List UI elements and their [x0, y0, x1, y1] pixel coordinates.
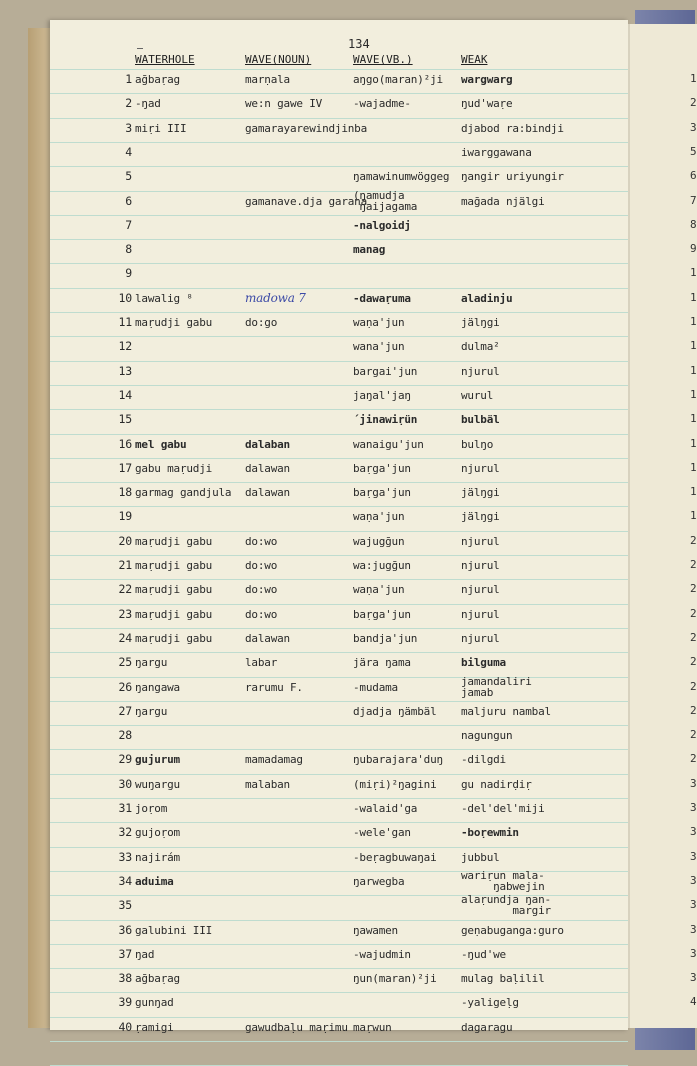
- entry-number: 22: [118, 582, 132, 597]
- weak-word: njurul: [461, 631, 500, 645]
- waterhole-word: gabu maṛudji: [135, 461, 213, 475]
- wave-noun-word: gamarayarewindjinba: [245, 121, 368, 135]
- waterhole-word: maṛudji gabu: [135, 631, 213, 645]
- entry-row: [50, 72, 628, 94]
- entry-number: 2: [125, 96, 132, 111]
- waterhole-word: ŋargu: [135, 704, 168, 718]
- edge-number: 3: [690, 898, 697, 912]
- entry-row: [50, 145, 628, 167]
- waterhole-word: maṛudji gabu: [135, 583, 213, 597]
- wave-verb-word: waṇa'jun: [353, 316, 405, 329]
- waterhole-word: maṛudji gabu: [135, 559, 213, 572]
- entry-row: [50, 266, 628, 288]
- waterhole-word: ṛamigi: [135, 1020, 174, 1034]
- entry-number: 29: [118, 752, 132, 767]
- weak-word: -del'del'miji: [461, 802, 545, 815]
- waterhole-word: maṛudji gabu: [135, 607, 213, 621]
- entry-row: [50, 825, 628, 847]
- wave-noun-word: madowa 7: [245, 290, 306, 305]
- entry-number: 7: [125, 217, 132, 232]
- weak-word: bulbäl: [461, 413, 500, 427]
- entry-row: [50, 704, 628, 726]
- edge-number: 3: [690, 825, 697, 839]
- edge-number: 1: [690, 266, 697, 280]
- entry-row: [50, 485, 628, 507]
- weak-word: ŋangir uriyungir: [461, 170, 564, 184]
- wave-verb-word: manag: [353, 243, 386, 257]
- entry-row: [50, 509, 628, 531]
- wave-verb-word: djadja ŋämbäl: [353, 704, 437, 718]
- waterhole-word: maṛudji gabu: [135, 534, 213, 548]
- weak-word: njurul: [461, 607, 500, 621]
- entry-number: 15: [118, 412, 132, 427]
- entry-row: [50, 437, 628, 459]
- edge-number: 2: [690, 96, 697, 110]
- entry-number: 28: [118, 728, 132, 743]
- wave-verb-word: maṛwun: [353, 1020, 392, 1034]
- wave-verb-word: ŋun(maran)²ji: [353, 972, 437, 986]
- entry-number: 37: [118, 946, 132, 961]
- entry-row: [50, 752, 628, 774]
- edge-number: 2: [690, 703, 697, 717]
- entry-row: [50, 995, 628, 1017]
- weak-word: wurul: [461, 388, 494, 402]
- entry-number: 18: [118, 485, 132, 500]
- edge-number: 6: [690, 169, 697, 183]
- wave-verb-word: -mudama: [353, 680, 398, 694]
- wave-verb-word: baṛga'jun: [353, 461, 411, 475]
- edge-number: 1: [690, 290, 697, 304]
- wave-verb-word: wanaigu'jun: [353, 437, 424, 451]
- wave-verb-word: -wele'gan: [353, 826, 411, 840]
- weak-word: -ŋud'we: [461, 947, 506, 961]
- weak-word: njurul: [461, 583, 500, 597]
- entry-number: 5: [125, 169, 132, 184]
- entry-number: 32: [118, 825, 132, 840]
- edge-number: 3: [690, 849, 697, 863]
- entry-number: 8: [125, 242, 132, 257]
- weak-word: jamandaliri jamab: [461, 674, 532, 699]
- entry-row: [50, 582, 628, 604]
- header-waterhole: WATERHOLE: [135, 53, 195, 66]
- wave-verb-word: jaŋal'jaŋ: [353, 388, 411, 402]
- wave-verb-word: wa:jugḡun: [353, 559, 411, 572]
- wave-verb-word: ŋubarajara'duŋ: [353, 753, 443, 767]
- entry-row: [50, 96, 628, 118]
- entry-number: 9: [125, 266, 132, 281]
- entry-number: 30: [118, 776, 132, 791]
- entry-row: [50, 121, 628, 143]
- entry-row: [50, 534, 628, 556]
- edge-number: 2: [690, 752, 697, 766]
- wave-verb-word: waṇa'jun: [353, 583, 405, 597]
- weak-word: aladinju: [461, 291, 513, 305]
- waterhole-word: gunŋad: [135, 996, 174, 1010]
- weak-word: bilguma: [461, 656, 506, 670]
- wave-verb-word: -nalgoidj: [353, 218, 411, 232]
- edge-number: 2: [690, 606, 697, 620]
- entry-number: 23: [118, 606, 132, 621]
- entry-number: 17: [118, 460, 132, 475]
- wave-noun-word: dalawan: [245, 461, 290, 475]
- weak-word: njurul: [461, 364, 500, 378]
- entry-number: 27: [118, 703, 132, 718]
- waterhole-word: ŋangawa: [135, 680, 180, 694]
- entry-number: 25: [118, 655, 132, 670]
- waterhole-word: garmag gandjula: [135, 486, 232, 500]
- entry-row: [50, 364, 628, 386]
- edge-number: 1: [690, 436, 697, 450]
- edge-number: 3: [690, 801, 697, 814]
- wave-noun-word: do:wo: [245, 607, 278, 621]
- wave-verb-word: -walaid'ga: [353, 802, 418, 815]
- waterhole-word: galubini III: [135, 923, 213, 937]
- entry-number: 31: [118, 801, 132, 815]
- wave-verb-word: ´jinawiṛün: [353, 413, 418, 427]
- weak-word: jubbul: [461, 850, 500, 864]
- edge-number: 2: [690, 655, 697, 669]
- wave-noun-word: gawudbaḷu maṛimu: [245, 1020, 348, 1034]
- edge-number: 2: [690, 630, 697, 644]
- wave-verb-word: jära ŋama: [353, 656, 411, 670]
- entry-number: 19: [118, 509, 132, 524]
- entry-number: 40: [118, 1019, 132, 1034]
- weak-word: -boṛewmin: [461, 826, 519, 840]
- waterhole-word: gujurum: [135, 753, 180, 767]
- wave-noun-word: do:wo: [245, 534, 278, 548]
- entry-number: 11: [118, 315, 132, 329]
- weak-word: njurul: [461, 559, 500, 572]
- waterhole-word: wuŋargu: [135, 777, 180, 791]
- waterhole-word: aḡbaṛag: [135, 73, 180, 86]
- waterhole-word: lawalig ⁸: [135, 291, 193, 305]
- weak-word: nagungun: [461, 729, 513, 743]
- weak-word: jälŋgi: [461, 486, 500, 500]
- waterhole-word: -ŋad: [135, 97, 161, 111]
- waterhole-word: ŋad: [135, 947, 155, 961]
- wave-verb-word: ŋamawinumwöggeg: [353, 170, 450, 184]
- entry-row: [50, 607, 628, 629]
- entry-number: 13: [118, 363, 132, 378]
- wave-verb-word: -dawaṛuma: [353, 291, 411, 305]
- weak-word: dagaragu: [461, 1020, 513, 1034]
- weak-word: bulŋo: [461, 437, 494, 451]
- wave-noun-word: mamadamag: [245, 753, 303, 767]
- entry-number: 12: [118, 339, 132, 354]
- wave-noun-word: dalawan: [245, 486, 290, 500]
- wave-noun-word: we:n gawe IV: [245, 97, 323, 111]
- entry-row: [50, 315, 628, 337]
- wave-verb-word: -wajadme-: [353, 97, 411, 111]
- weak-word: gu nadirḍiṛ: [461, 777, 532, 791]
- wave-noun-word: malaban: [245, 777, 290, 791]
- weak-word: maḡada njälgi: [461, 194, 545, 208]
- entry-number: 16: [118, 436, 132, 451]
- entry-row: [50, 631, 628, 653]
- entry-row: [50, 188, 628, 216]
- entry-number: 38: [118, 971, 132, 986]
- entry-row: [50, 728, 628, 750]
- ledger-page: [50, 20, 628, 1034]
- edge-number: 3: [690, 120, 697, 134]
- weak-word: wargwarg: [461, 73, 513, 86]
- weak-word: ŋud'waṛe: [461, 97, 513, 111]
- wave-noun-word: gamanave.dja garana: [245, 194, 368, 208]
- edge-number: 1: [690, 72, 697, 85]
- wave-noun-word: do:go: [245, 316, 278, 329]
- wave-verb-word: waṇa'jun: [353, 510, 405, 524]
- edge-number: 2: [690, 533, 697, 547]
- entry-number: 4: [125, 144, 132, 159]
- entry-number: 39: [118, 995, 132, 1010]
- wave-noun-word: dalawan: [245, 631, 290, 645]
- entry-row: [50, 947, 628, 969]
- entry-row: [50, 1020, 628, 1042]
- edge-number: 1: [690, 363, 697, 377]
- entry-number: 26: [118, 679, 132, 694]
- wave-verb-word: (ŋamudja ŋaijagama: [353, 188, 418, 213]
- weak-word: iwarggawana: [461, 145, 532, 159]
- wave-verb-word: baṛga'jun: [353, 607, 411, 621]
- waterhole-word: maṛudji gabu: [135, 316, 213, 329]
- wave-verb-word: ŋarwegba: [353, 874, 405, 888]
- edge-number: 3: [690, 971, 697, 985]
- waterhole-word: miṛi III: [135, 121, 187, 135]
- entry-row: [50, 412, 628, 434]
- entry-number: 34: [118, 873, 132, 888]
- wave-verb-word: ŋawamen: [353, 923, 398, 937]
- weak-word: djabod ra:bindji: [461, 121, 564, 135]
- edge-number: 3: [690, 922, 697, 936]
- entry-number: 1: [125, 72, 132, 86]
- edge-number: 2: [690, 728, 697, 742]
- waterhole-word: aḡbaṛag: [135, 972, 180, 986]
- next-page-edge: [628, 24, 697, 1028]
- wave-verb-word: wana'jun: [353, 340, 405, 354]
- wave-noun-word: do:wo: [245, 559, 278, 572]
- wave-noun-word: labar: [245, 656, 278, 670]
- wave-noun-word: rarumu F.: [245, 680, 303, 694]
- entry-number: 24: [118, 630, 132, 645]
- wave-verb-word: wajugḡun: [353, 534, 405, 548]
- entry-row: [50, 655, 628, 677]
- weak-word: wariṛun mala- ŋabwejin: [461, 868, 545, 893]
- edge-number: 1: [690, 485, 697, 499]
- weak-word: maljuru nambal: [461, 704, 551, 718]
- edge-number: 2: [690, 582, 697, 596]
- weak-word: alaṛundja ŋan- margir: [461, 893, 551, 918]
- entry-number: 35: [118, 898, 132, 913]
- weak-word: -dilgdi: [461, 753, 506, 767]
- wave-noun-word: marṇala: [245, 73, 290, 86]
- entry-row: [50, 461, 628, 483]
- edge-number: 8: [690, 217, 697, 231]
- weak-word: mulag baḷilil: [461, 972, 545, 986]
- wave-verb-word: (miṛi)²ŋagini: [353, 777, 437, 791]
- header-wave-verb: WAVE(VB.): [353, 53, 413, 66]
- entry-row: [50, 558, 628, 580]
- wave-noun-word: do:wo: [245, 583, 278, 597]
- waterhole-word: ŋargu: [135, 656, 168, 670]
- edge-number: 1: [690, 315, 697, 328]
- weak-word: -yaligeḷg: [461, 996, 519, 1010]
- waterhole-word: mel gabu: [135, 437, 187, 451]
- entry-number: 20: [118, 533, 132, 548]
- entry-row: [50, 388, 628, 410]
- waterhole-word: joṛom: [135, 802, 168, 815]
- entry-row: [50, 169, 628, 191]
- header-weak: WEAK: [461, 53, 488, 66]
- entry-row: [50, 218, 628, 240]
- weak-word: jälŋgi: [461, 316, 500, 329]
- page-number: 134: [348, 37, 370, 51]
- entry-row: [50, 339, 628, 361]
- edge-number: 4: [690, 995, 697, 1009]
- edge-number: 7: [690, 193, 697, 207]
- edge-number: 1: [690, 339, 697, 353]
- entry-row: [50, 777, 628, 799]
- weak-word: njurul: [461, 534, 500, 548]
- entry-number: 14: [118, 387, 132, 402]
- weak-word: jälŋgi: [461, 510, 500, 524]
- entry-row: [50, 242, 628, 264]
- entry-number: 36: [118, 922, 132, 937]
- edge-number: 1: [690, 509, 697, 523]
- entry-number: 10: [118, 290, 132, 305]
- edge-number: 2: [690, 679, 697, 693]
- weak-word: geṇabuganga:guro: [461, 923, 564, 937]
- wave-verb-word: bandja'jun: [353, 631, 418, 645]
- edge-number: 3: [690, 873, 697, 887]
- entry-number: 21: [118, 558, 132, 572]
- entry-number: 6: [125, 193, 132, 208]
- entry-number: 33: [118, 849, 132, 864]
- corner-mark: [137, 48, 143, 49]
- weak-word: njurul: [461, 461, 500, 475]
- entry-row: [50, 893, 628, 920]
- edge-number: 1: [690, 412, 697, 426]
- entry-row: [50, 674, 628, 702]
- waterhole-word: gujoṛom: [135, 826, 180, 840]
- waterhole-word: aduima: [135, 874, 174, 888]
- edge-number: 5: [690, 144, 697, 158]
- wave-verb-word: aŋgo(maran)²ji: [353, 73, 443, 86]
- entry-number: 3: [125, 120, 132, 135]
- edge-number: 1: [690, 387, 697, 401]
- edge-number: 9: [690, 242, 697, 256]
- wave-verb-word: -wajudmin: [353, 947, 411, 961]
- entry-row: [50, 291, 628, 313]
- weak-word: dulma²: [461, 340, 500, 354]
- wave-noun-word: dalaban: [245, 437, 290, 451]
- ruled-line: [50, 69, 628, 70]
- wave-verb-word: bargai'jun: [353, 364, 418, 378]
- entry-row: [50, 801, 628, 823]
- wave-verb-word: baṛga'jun: [353, 486, 411, 500]
- edge-number: 1: [690, 460, 697, 474]
- edge-number: 3: [690, 776, 697, 790]
- edge-number: 2: [690, 558, 697, 571]
- header-wave-noun: WAVE(NOUN): [245, 53, 312, 66]
- entry-row: [50, 971, 628, 993]
- entry-row: [50, 923, 628, 945]
- waterhole-word: najirám: [135, 850, 180, 864]
- edge-number: 3: [690, 946, 697, 960]
- wave-verb-word: -beṛagbuwaŋai: [353, 850, 437, 864]
